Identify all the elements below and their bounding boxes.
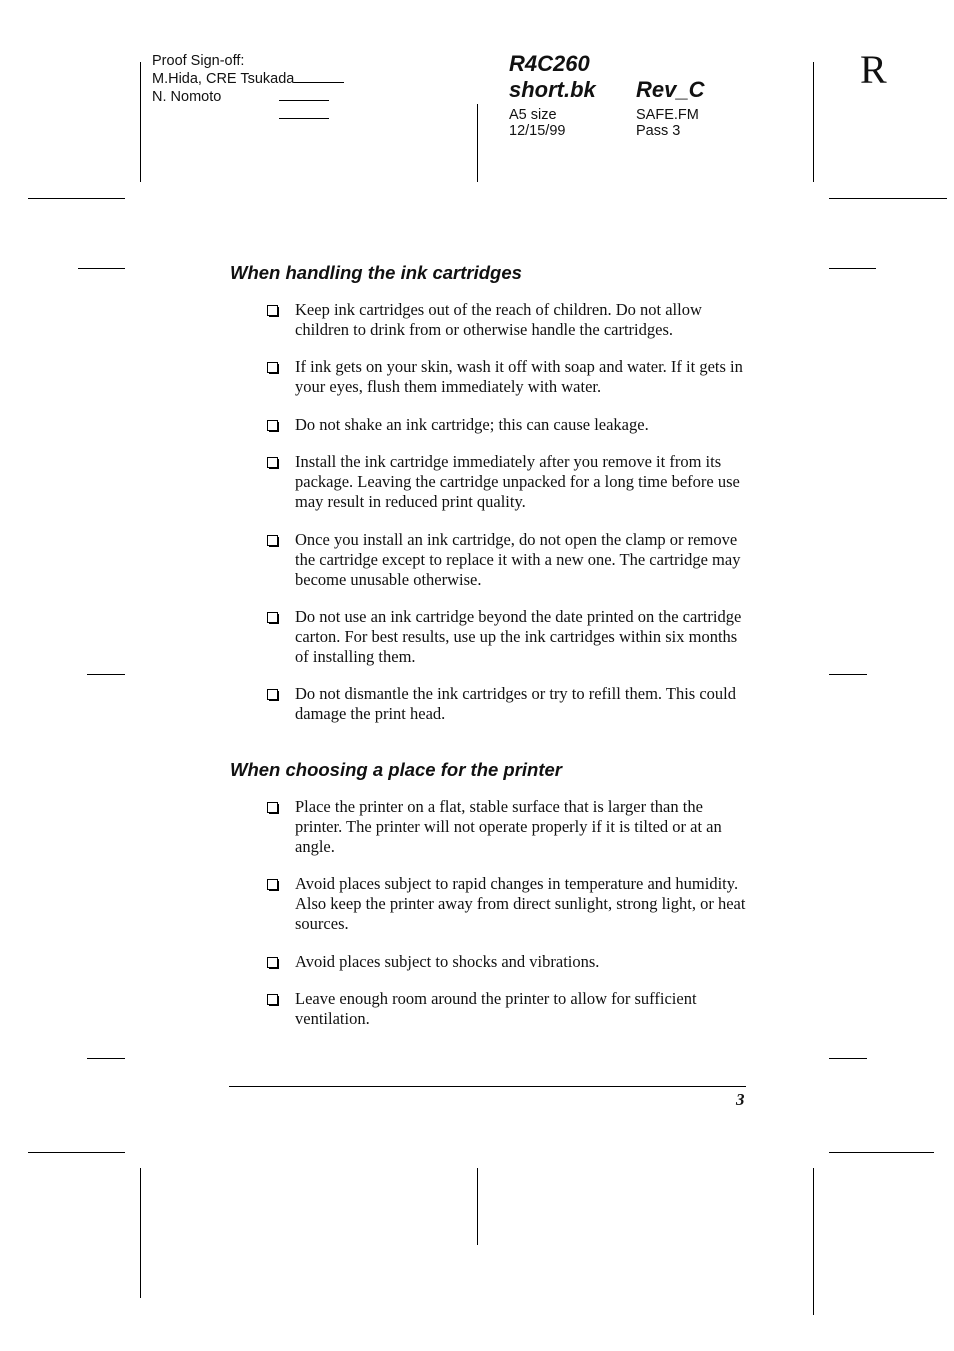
- checkbox-bullet-icon: [267, 879, 279, 891]
- list-item-text: If ink gets on your skin, wash it off with soap and water. If it gets in your eyes, flush them immediately with water.: [295, 357, 743, 397]
- list-item-text: Do not dismantle the ink cartridges or try to refill them. This could damage the print head.: [295, 684, 736, 724]
- proof-signoff-line: [152, 106, 344, 124]
- checkbox-bullet-icon: [267, 612, 279, 624]
- crop-mark: [477, 1168, 478, 1245]
- crop-mark: [829, 268, 876, 269]
- list-item-text: Avoid places subject to rapid changes in temperature and humidity. Also keep the printer away from direct sunlight, strong light, or heat sources.: [295, 874, 746, 934]
- proof-signoff-title: Proof Sign-off:: [152, 53, 245, 69]
- doc-code: R4C260: [509, 51, 590, 76]
- list-item-text: Do not use an ink cartridge beyond the date printed on the cartridge carton. For best results, use up the ink cartridges within six months of installing them.: [295, 607, 742, 667]
- doc-size: A5 size: [509, 107, 557, 123]
- list-item: [267, 684, 747, 724]
- list-item-text: Keep ink cartridges out of the reach of children. Do not allow children to drink from or otherwise handle the cartridges.: [295, 300, 702, 340]
- checkbox-bullet-icon: [267, 802, 279, 814]
- proof-signoff-line: [152, 70, 344, 88]
- list-item: [267, 874, 747, 935]
- signer-name: M.Hida, CRE Tsukada: [152, 71, 295, 87]
- crop-mark: [28, 198, 125, 199]
- checkbox-bullet-icon: [267, 362, 279, 374]
- crop-mark: [140, 62, 141, 182]
- list-item: [267, 300, 747, 340]
- signature-blank: [294, 70, 344, 83]
- checkbox-bullet-icon: [267, 457, 279, 469]
- list-item: [267, 797, 747, 858]
- list-item-text: Install the ink cartridge immediately after you remove it from its package. Leaving the cartridge unpacked for a long time before use may result in reduced print quality.: [295, 452, 740, 512]
- list-item-text: Avoid places subject to shocks and vibrations.: [295, 952, 600, 971]
- doc-revision: Rev_C: [636, 77, 705, 102]
- page-number: 3: [736, 1090, 745, 1109]
- list-item-text: Place the printer on a flat, stable surface that is larger than the printer. The printer will not operate properly if it is tilted or at an angle.: [295, 797, 722, 857]
- list-item-text: Leave enough room around the printer to allow for sufficient ventilation.: [295, 989, 697, 1029]
- crop-mark: [140, 1168, 141, 1298]
- crop-mark: [78, 268, 125, 269]
- proof-signoff: [152, 53, 344, 124]
- checkbox-bullet-icon: [267, 535, 279, 547]
- signature-blank: [279, 88, 329, 101]
- signature-blank: [279, 106, 329, 119]
- list-item: [267, 989, 747, 1029]
- crop-mark: [829, 674, 867, 675]
- crop-mark: [87, 674, 125, 675]
- list-item-text: Do not shake an ink cartridge; this can cause leakage.: [295, 415, 649, 434]
- footer-rule: [229, 1086, 746, 1087]
- section-title: When choosing a place for the printer: [230, 759, 563, 780]
- checkbox-bullet-icon: [267, 994, 279, 1006]
- checkbox-bullet-icon: [267, 420, 279, 432]
- crop-mark: [829, 198, 947, 199]
- list-item: [267, 415, 747, 435]
- doc-file: SAFE.FM: [636, 107, 699, 123]
- checkbox-bullet-icon: [267, 305, 279, 317]
- list-item: [267, 357, 747, 397]
- list-item: [267, 952, 747, 972]
- crop-mark: [477, 104, 478, 182]
- crop-mark: [87, 1058, 125, 1059]
- section-title: When handling the ink cartridges: [230, 262, 522, 283]
- crop-mark: [829, 1058, 867, 1059]
- corner-mark: R: [860, 47, 887, 92]
- doc-book: short.bk: [509, 77, 596, 102]
- doc-date: 12/15/99: [509, 123, 566, 139]
- crop-mark: [813, 1168, 814, 1315]
- list-item: [267, 607, 747, 668]
- crop-mark: [829, 1152, 934, 1153]
- list-item-text: Once you install an ink cartridge, do not open the clamp or remove the cartridge except to replace it with a new one. The cartridge may become unusable otherwise.: [295, 530, 741, 590]
- doc-pass: Pass 3: [636, 123, 681, 139]
- crop-mark: [813, 62, 814, 182]
- checkbox-bullet-icon: [267, 689, 279, 701]
- list-item: [267, 452, 747, 513]
- signer-name: N. Nomoto: [152, 89, 222, 105]
- checkbox-bullet-icon: [267, 957, 279, 969]
- crop-mark: [28, 1152, 125, 1153]
- proof-signoff-line: [152, 88, 344, 106]
- list-item: [267, 530, 747, 591]
